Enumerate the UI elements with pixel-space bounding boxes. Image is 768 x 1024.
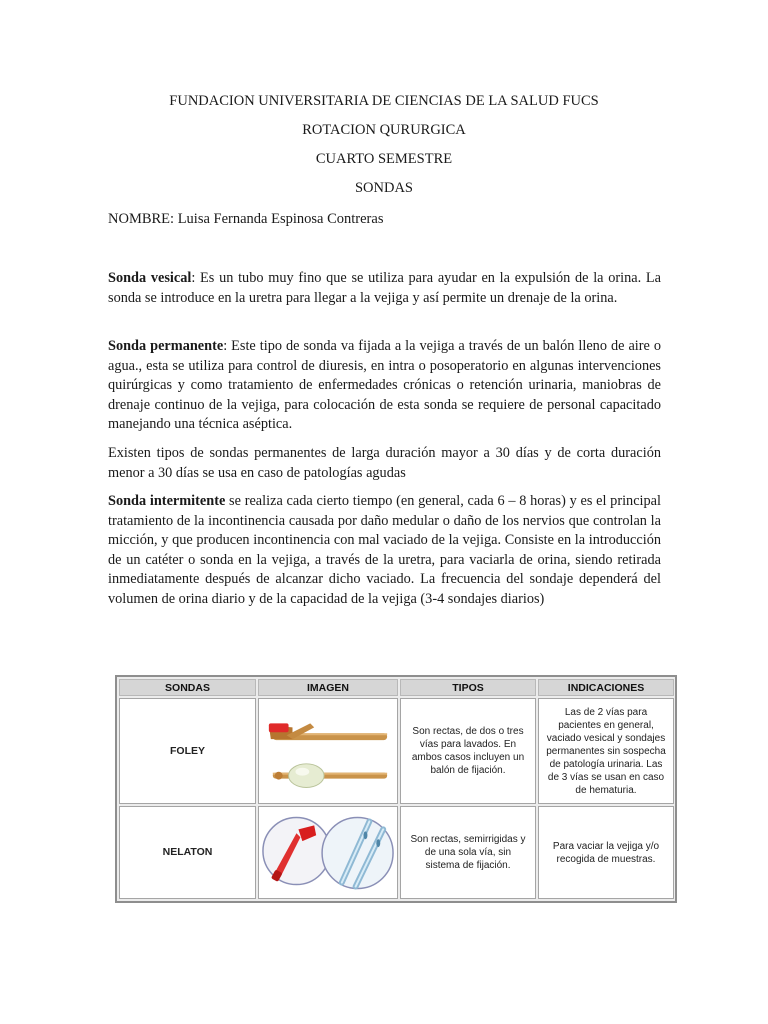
nelaton-indicaciones-text: Para vaciar la vejiga y/o recogida de muestras. [552,840,660,865]
foley-indicaciones-text: Las de 2 vías para pacientes en general, vaciado vesical y sondajes permanentes sin sospecha de patología urinaria. Las de 3 vías se usan en caso de hematuria. [546,706,666,796]
row-foley-tipos [400,698,536,804]
institution-title: FUNDACION UNIVERSITARIA DE CIENCIAS DE LA SALUD FUCS [169,93,599,109]
nelaton-image [258,806,398,899]
row-foley-name: FOLEY [119,698,256,804]
row-foley-indicaciones [538,698,674,804]
foley-image [258,698,398,804]
text-sonda-permanente: : Este tipo de sonda va fijada a la vejiga a través de un balón lleno de aire o agua., esta se utiliza para control de diuresis, en intra o posoperatorio en algunas intervenciones quirúrgicas y como tratamiento de enfermedades crónicas o retención urinaria, maniobras de drenaje continuo de la vejiga, para colocación de esta sonda se requiere de personal capacitado manejando una técnica aséptica. [108,338,662,432]
term-sonda-vesical: Sonda vesical [108,270,192,286]
header-sondas: SONDAS [119,679,256,696]
row-nelaton-indicaciones [538,806,674,899]
row-nelaton-tipos [400,806,536,899]
paragraph-sonda-permanente [108,337,661,435]
text-tipos-permanentes: Existen tipos de sondas permanentes de larga duración mayor a 30 días y de corta duración menor a 30 días se usa en caso de patologías agudas [108,445,661,481]
header-indicaciones: INDICACIONES [538,679,674,696]
paragraph-tipos-permanentes [108,444,661,483]
text-sonda-vesical: : Es un tubo muy fino que se utiliza para ayudar en la expulsión de la orina. La sonda se introduce en la uretra para llegar a la vejiga y así permite un drenaje de la orina. [108,270,661,306]
topic-title: SONDAS [354,180,413,196]
text-sonda-intermitente: se realiza cada cierto tiempo (en general, cada 6 – 8 horas) y es el principal tratamiento de la incontinencia causada por daño medular o daño de los nervios que controlan la micción, y que producen incontinencia con mal vaciado de la vejiga. Consiste en la introducción de un catéter o sonda en la vejiga, a través de la uretra, para vaciarla de orina, siendo retirada inmediatamente después de alcanzar dicho vaciado. La frecuencia del sondaje dependerá del volumen de orina diario y de la capacidad de la vejiga (3-4 sondajes diarios) [108,493,661,607]
student-name: NOMBRE: Luisa Fernanda Espinosa Contreras [108,211,384,227]
term-sonda-permanente: Sonda permanente [108,338,224,354]
row-nelaton-name: NELATON [119,806,256,899]
semester-title: CUARTO SEMESTRE [315,151,453,167]
rotation-title: ROTACION QURURGICA [302,122,466,138]
paragraph-sonda-intermitente [108,492,661,609]
paragraph-sonda-vesical [108,269,661,308]
foley-tipos-text: Son rectas, de dos o tres vías para lavados. En ambos casos incluyen un balón de fijación. [411,726,525,776]
foley-catheter-image [259,699,397,803]
header-imagen: IMAGEN [258,679,398,696]
term-sonda-intermitente: Sonda intermitente [108,493,226,509]
nelaton-catheter-image [259,807,397,899]
sondas-table [115,675,677,903]
header-tipos: TIPOS [400,679,536,696]
nelaton-tipos-text: Son rectas, semirrigidas y de una sola vía, sin sistema de fijación. [410,834,526,871]
